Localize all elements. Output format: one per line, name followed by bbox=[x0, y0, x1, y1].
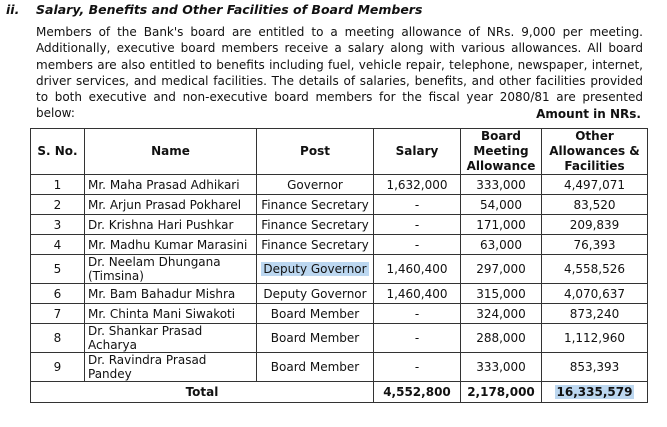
cell-name: Mr. Arjun Prasad Pokharel bbox=[85, 195, 257, 215]
cell-post: Governor bbox=[257, 175, 374, 195]
section-heading bbox=[6, 2, 422, 17]
cell-other: 4,558,526 bbox=[542, 255, 648, 284]
cell-sno: 6 bbox=[31, 284, 85, 304]
header-salary: Salary bbox=[374, 129, 461, 175]
total-salary: 4,552,800 bbox=[374, 382, 461, 403]
section-title: Salary, Benefits and Other Facilities of Board Members bbox=[36, 2, 423, 17]
header-name: Name bbox=[85, 129, 257, 175]
cell-post: Finance Secretary bbox=[257, 235, 374, 255]
cell-salary: 1,460,400 bbox=[374, 284, 461, 304]
table-row bbox=[31, 195, 648, 215]
total-label: Total bbox=[31, 382, 374, 403]
table-row bbox=[31, 284, 648, 304]
cell-post: Finance Secretary bbox=[257, 215, 374, 235]
cell-meeting: 333,000 bbox=[461, 353, 542, 382]
table-row bbox=[31, 175, 648, 195]
cell-post bbox=[257, 255, 374, 284]
table-row bbox=[31, 353, 648, 382]
cell-meeting: 333,000 bbox=[461, 175, 542, 195]
cell-other: 76,393 bbox=[542, 235, 648, 255]
cell-post: Board Member bbox=[257, 304, 374, 324]
cell-sno: 4 bbox=[31, 235, 85, 255]
cell-salary: - bbox=[374, 235, 461, 255]
table-header-row bbox=[31, 129, 648, 175]
header-sno: S. No. bbox=[31, 129, 85, 175]
cell-sno: 1 bbox=[31, 175, 85, 195]
total-row bbox=[31, 382, 648, 403]
cell-sno: 9 bbox=[31, 353, 85, 382]
highlighted-total-other: 16,335,579 bbox=[556, 385, 633, 399]
header-meeting-allowance: Board Meeting Allowance bbox=[461, 129, 542, 175]
table-row bbox=[31, 255, 648, 284]
cell-name: Mr. Chinta Mani Siwakoti bbox=[85, 304, 257, 324]
cell-meeting: 315,000 bbox=[461, 284, 542, 304]
cell-other: 209,839 bbox=[542, 215, 648, 235]
section-number: ii. bbox=[6, 2, 20, 17]
cell-meeting: 63,000 bbox=[461, 235, 542, 255]
cell-other: 4,070,637 bbox=[542, 284, 648, 304]
cell-post: Board Member bbox=[257, 324, 374, 353]
cell-other: 4,497,071 bbox=[542, 175, 648, 195]
table-row bbox=[31, 304, 648, 324]
header-post: Post bbox=[257, 129, 374, 175]
table-row bbox=[31, 324, 648, 353]
cell-salary: - bbox=[374, 304, 461, 324]
cell-meeting: 324,000 bbox=[461, 304, 542, 324]
cell-post: Board Member bbox=[257, 353, 374, 382]
cell-sno: 3 bbox=[31, 215, 85, 235]
cell-name: Dr. Krishna Hari Pushkar bbox=[85, 215, 257, 235]
cell-name: Dr. Neelam Dhungana (Timsina) bbox=[85, 255, 257, 284]
cell-meeting: 54,000 bbox=[461, 195, 542, 215]
cell-other: 83,520 bbox=[542, 195, 648, 215]
intro-paragraph: Members of the Bank's board are entitled to a meeting allowance of NRs. 9,000 per meeting. Additionally, executive board members receive a salary along with various allowances. All board members are also entitled to benefits including fuel, vehicle repair, telephone, newspaper, internet, driver services, and medical facilities. The details of salaries, benefits, and other facilities provided to both executive and non-executive board members for the fiscal year 2080/81 are presented below: bbox=[36, 25, 643, 121]
cell-post: Finance Secretary bbox=[257, 195, 374, 215]
cell-sno: 8 bbox=[31, 324, 85, 353]
cell-post: Deputy Governor bbox=[257, 284, 374, 304]
cell-salary: - bbox=[374, 324, 461, 353]
cell-name: Mr. Maha Prasad Adhikari bbox=[85, 175, 257, 195]
cell-sno: 5 bbox=[31, 255, 85, 284]
table-row bbox=[31, 235, 648, 255]
cell-other: 1,112,960 bbox=[542, 324, 648, 353]
cell-other: 873,240 bbox=[542, 304, 648, 324]
cell-meeting: 297,000 bbox=[461, 255, 542, 284]
total-meeting: 2,178,000 bbox=[461, 382, 542, 403]
total-other-cell bbox=[542, 382, 648, 403]
cell-meeting: 171,000 bbox=[461, 215, 542, 235]
cell-name: Dr. Ravindra Prasad Pandey bbox=[85, 353, 257, 382]
cell-sno: 7 bbox=[31, 304, 85, 324]
cell-other: 853,393 bbox=[542, 353, 648, 382]
cell-salary: - bbox=[374, 195, 461, 215]
cell-salary: 1,632,000 bbox=[374, 175, 461, 195]
cell-sno: 2 bbox=[31, 195, 85, 215]
highlighted-post: Deputy Governor bbox=[263, 262, 367, 276]
amount-unit-note: Amount in NRs. bbox=[536, 107, 641, 121]
header-other-allowances: Other Allowances & Facilities bbox=[542, 129, 648, 175]
cell-name: Dr. Shankar Prasad Acharya bbox=[85, 324, 257, 353]
cell-salary: - bbox=[374, 353, 461, 382]
cell-name: Mr. Bam Bahadur Mishra bbox=[85, 284, 257, 304]
board-compensation-table bbox=[30, 128, 648, 403]
cell-name: Mr. Madhu Kumar Marasini bbox=[85, 235, 257, 255]
cell-salary: 1,460,400 bbox=[374, 255, 461, 284]
table-row bbox=[31, 215, 648, 235]
cell-meeting: 288,000 bbox=[461, 324, 542, 353]
cell-salary: - bbox=[374, 215, 461, 235]
